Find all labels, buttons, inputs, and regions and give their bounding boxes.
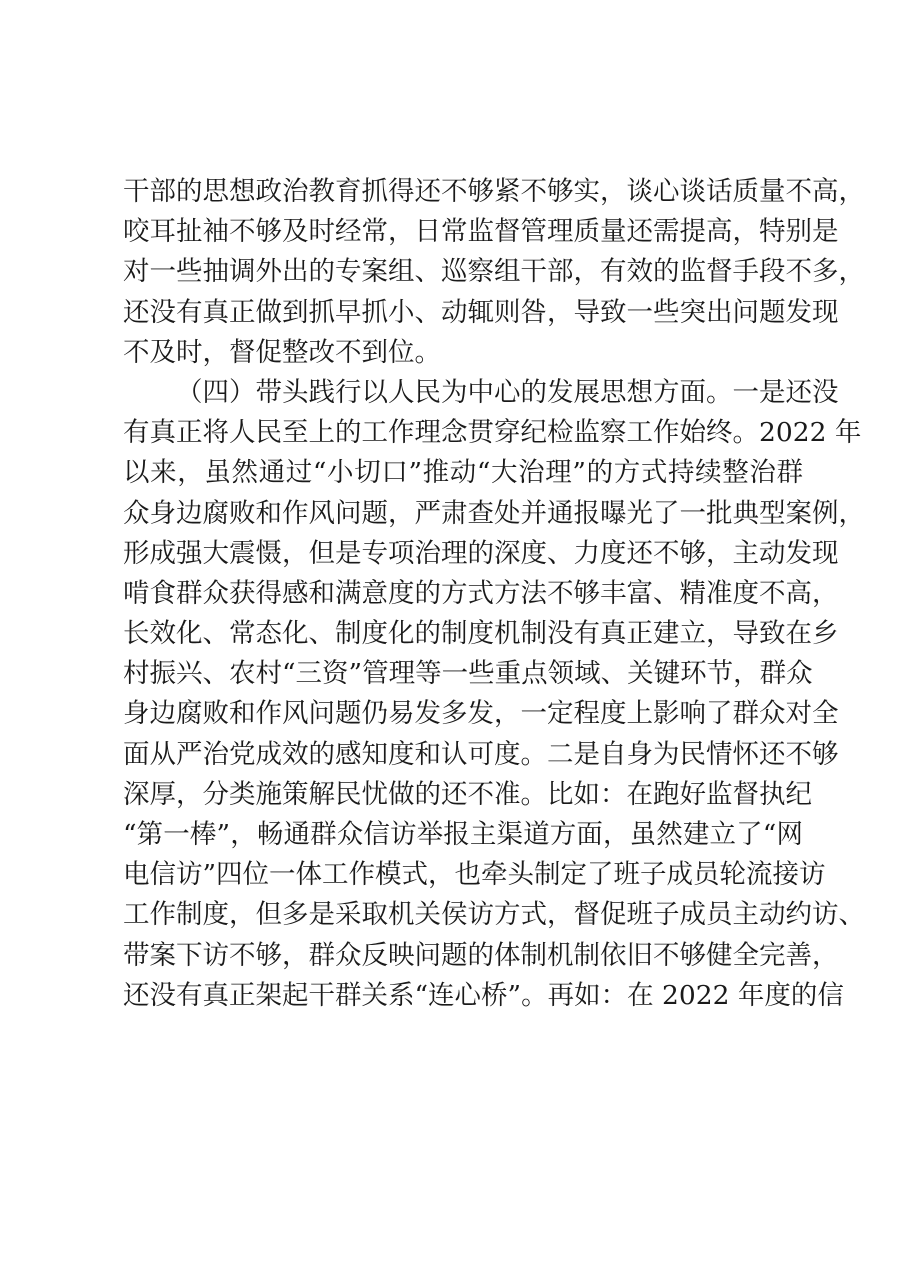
text-line: 形成强大震慑，但是专项治理的深度、力度还不够，主动发现 <box>123 537 839 569</box>
text-line: 啃食群众获得感和满意度的方式方法不够丰富、精准度不高， <box>123 577 839 609</box>
text-line: 咬耳扯袖不够及时经常，日常监督管理质量还需提高，特别是 <box>123 216 839 248</box>
text-line: 带案下访不够，群众反映问题的体制机制依旧不够健全完善， <box>123 939 839 971</box>
text-line: 干部的思想政治教育抓得还不够紧不够实，谈心谈话质量不高， <box>123 176 865 207</box>
text-line: “第一棒”，畅通群众信访举报主渠道方面，虽然建立了“网 <box>123 819 803 850</box>
section-heading-line: （四）带头践行以人民为中心的发展思想方面。一是还没 <box>176 376 839 408</box>
text-line: 村振兴、农村“三资”管理等一些重点领域、关键环节，群众 <box>123 658 813 690</box>
text-line: 以来，虽然通过“小切口”推动“大治理”的方式持续整治群 <box>123 457 803 489</box>
text-line: 面从严治党成效的感知度和认可度。二是自身为民情怀还不够 <box>123 738 839 770</box>
text-line: 众身边腐败和作风问题，严肃查处并通报曝光了一批典型案例， <box>123 497 865 529</box>
text-line: 有真正将人民至上的工作理念贯穿纪检监察工作始终。2022 年 <box>123 417 862 449</box>
text-line: 电信访”四位一体工作模式，也牵头制定了班子成员轮流接访 <box>123 859 826 891</box>
text-line: 对一些抽调外出的专案组、巡察组干部，有效的监督手段不多， <box>123 256 865 288</box>
text-line: 身边腐败和作风问题仍易发多发，一定程度上影响了群众对全 <box>123 698 839 730</box>
text-line: 还没有真正架起干群关系“连心桥”。再如：在 2022 年度的信 <box>123 979 844 1011</box>
text-line: 长效化、常态化、制度化的制度机制没有真正建立，导致在乡 <box>123 618 839 650</box>
text-line: 不及时，督促整改不到位。 <box>123 336 441 368</box>
document-body <box>123 172 865 1016</box>
text-line: 还没有真正做到抓早抓小、动辄则咎，导致一些突出问题发现 <box>123 296 839 328</box>
text-line: 深厚，分类施策解民忧做的还不准。比如：在跑好监督执纪 <box>123 778 812 810</box>
text-line: 工作制度，但多是采取机关侯访方式，督促班子成员主动约访、 <box>123 899 865 931</box>
